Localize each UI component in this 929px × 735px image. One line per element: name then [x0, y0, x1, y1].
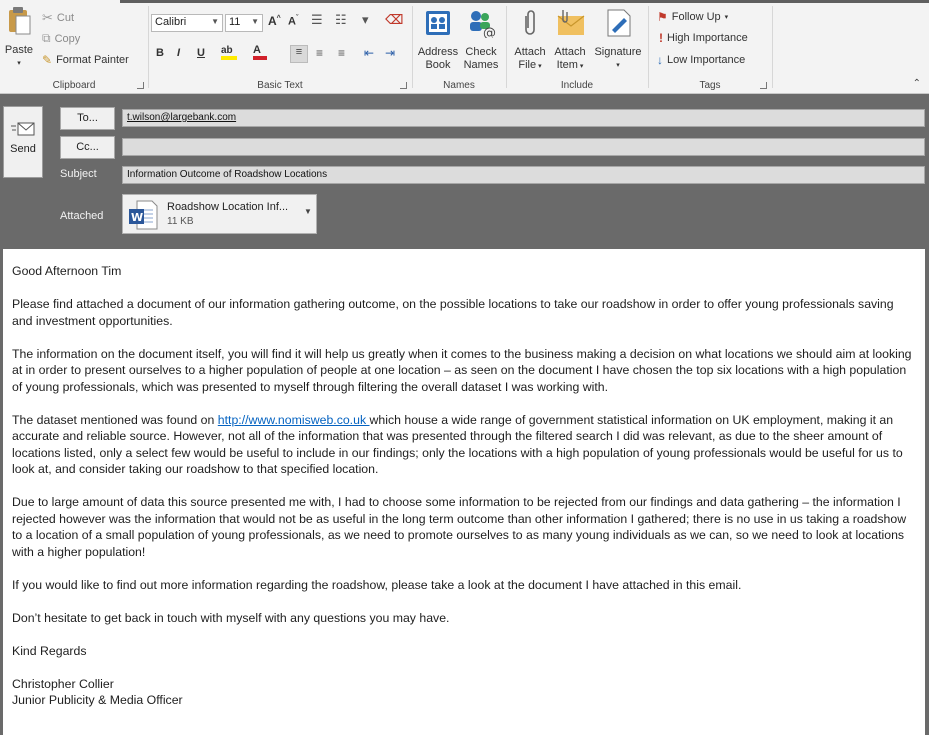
subject-label: Subject — [60, 168, 97, 180]
clear-formatting-icon[interactable]: ⌫ — [385, 12, 404, 27]
shrink-font-icon[interactable]: $A^ˇ$ — [288, 15, 299, 28]
chevron-down-icon: ▾ — [724, 14, 729, 21]
check-names-icon — [466, 8, 496, 38]
names-group-label: Names — [443, 80, 475, 91]
divider — [772, 6, 773, 88]
body-paragraph: If you would like to find out more information regarding the roadshow, please take a look at the document I have attached in this email. — [12, 577, 742, 592]
paperclip-icon — [520, 8, 540, 38]
clipboard-icon — [6, 6, 32, 36]
exclamation-icon: ! — [659, 31, 663, 45]
send-label: Send — [10, 143, 36, 155]
attach-item-button[interactable] — [550, 8, 590, 73]
address-book-button[interactable] — [417, 8, 459, 72]
tags-group — [649, 0, 771, 94]
bold-button[interactable]: B — [156, 47, 164, 59]
align-left-icon[interactable]: ≡ — [290, 45, 308, 63]
follow-up-label: Follow Up — [671, 11, 721, 23]
decrease-indent-icon[interactable]: ⇤ — [364, 46, 375, 60]
scissors-icon: ✂ — [42, 10, 53, 25]
bullets-icon[interactable]: ☰ — [311, 12, 323, 27]
italic-button[interactable]: I — [177, 47, 181, 59]
envelope-paperclip-icon — [555, 8, 585, 38]
signature-name: Christopher Collier — [12, 676, 114, 691]
font-color-swatch — [253, 56, 267, 60]
send-envelope-icon — [10, 121, 36, 137]
paintbrush-icon: ✎ — [42, 53, 53, 67]
send-button[interactable] — [3, 106, 43, 178]
highlight-color-swatch — [221, 56, 237, 60]
signature-button[interactable] — [592, 8, 644, 72]
svg-text:@: @ — [483, 26, 496, 38]
closing: Kind Regards — [12, 643, 87, 658]
clipboard-group-label: Clipboard — [52, 80, 96, 91]
low-importance-button[interactable] — [657, 53, 745, 67]
basic-text-group-label: Basic Text — [257, 80, 303, 91]
format-painter-label: Format Painter — [56, 54, 129, 66]
subject-field[interactable]: Information Outcome of Roadshow Locations — [122, 166, 925, 184]
chevron-down-icon: ▼ — [211, 17, 219, 26]
cc-button[interactable]: Cc... — [60, 136, 115, 159]
high-importance-button[interactable] — [659, 31, 748, 45]
check-names-button[interactable] — [461, 8, 501, 72]
attach-file-label-2: File ▾ — [518, 59, 542, 71]
signature-label: Signature — [594, 46, 642, 58]
low-importance-label: Low Importance — [667, 54, 746, 66]
basic-text-launcher-icon[interactable] — [400, 82, 407, 89]
tags-launcher-icon[interactable] — [760, 82, 767, 89]
attach-file-button[interactable] — [511, 8, 549, 73]
list-options-icon[interactable]: ▾ — [362, 12, 369, 27]
attachment-chip[interactable] — [122, 194, 317, 234]
chevron-down-icon[interactable]: ▼ — [304, 207, 312, 216]
paste-dropdown-icon[interactable]: ▾ — [17, 60, 21, 67]
body-paragraph: The information on the document itself, you will find it will help us greatly when it comes to the business making a decision on what locations we should aim at looking at in order to present ourselves to a higher population of people at one location – as seen on the document I have chosen the top six locations with a high population of young professionals, which was presented to myself through filtering the overall dataset I was working with. — [12, 346, 912, 394]
high-importance-label: High Importance — [667, 32, 748, 44]
names-group — [413, 0, 505, 94]
to-button[interactable]: To... — [60, 107, 115, 130]
svg-text:W: W — [131, 211, 144, 224]
grow-font-icon[interactable]: A^ — [268, 14, 281, 28]
flag-icon: ⚑ — [657, 10, 668, 24]
paragraph-text: The dataset mentioned was found on — [12, 412, 218, 427]
collapse-ribbon-icon[interactable]: ⌃ — [912, 78, 921, 89]
attachment-name: Roadshow Location Inf... — [167, 201, 289, 213]
check-names-label-1: Check — [465, 46, 497, 58]
paste-label: Paste — [4, 44, 34, 56]
paste-button[interactable] — [3, 6, 35, 70]
message-body[interactable] — [3, 249, 925, 735]
greeting: Good Afternoon Tim — [12, 264, 122, 278]
attach-file-label-1: Attach — [514, 46, 546, 58]
underline-button[interactable]: U — [197, 47, 205, 59]
format-painter-button[interactable] — [42, 53, 129, 67]
include-group — [507, 0, 647, 94]
tags-group-label: Tags — [699, 80, 721, 91]
align-right-icon[interactable]: ≡ — [338, 46, 346, 60]
down-arrow-icon: ↓ — [657, 53, 663, 67]
signature-title: Junior Publicity & Media Officer — [12, 693, 183, 707]
include-group-label: Include — [560, 80, 594, 91]
body-paragraph: Don’t hesitate to get back in touch with myself with any questions you may have. — [12, 610, 450, 625]
font-name-combo[interactable] — [151, 14, 223, 32]
font-size-value: 11 — [229, 16, 241, 28]
copy-label: Copy — [54, 32, 81, 45]
clipboard-launcher-icon[interactable] — [137, 82, 144, 89]
to-field[interactable] — [122, 109, 925, 127]
highlighter-icon: ab — [221, 45, 233, 56]
font-color-button[interactable] — [253, 44, 267, 60]
body-paragraph: Please find attached a document of our information gathering outcome, on the possible locations to take our roadshow in order to offer young professionals saving and investment opportunities. — [12, 297, 894, 328]
align-center-icon[interactable]: ≡ — [316, 46, 324, 60]
font-name-value: Calibri — [155, 16, 187, 28]
ribbon — [0, 0, 929, 94]
paragraph-text: which house a wide range of government statistical information on UK employment, making it an accurate and reliable source. However, not all of the information that was presented through the filtered search I did was relevant, as due to the sheer amount of locations listed, only a select few would be useful to include in our findings; only the locations with a high population of young professionals would be useful for us to look at, and consider taking our roadshow to that specified location. — [12, 412, 903, 476]
basic-text-group — [149, 0, 411, 94]
attached-label: Attached — [60, 210, 104, 222]
address-book-icon — [424, 8, 452, 38]
nomisweb-link[interactable]: http://www.nomisweb.co.uk — [217, 412, 370, 427]
signature-icon — [604, 8, 632, 38]
copy-icon: ⧉ — [42, 31, 51, 45]
clipboard-group — [0, 0, 148, 94]
cut-button[interactable] — [42, 10, 74, 26]
body-paragraph — [12, 412, 916, 478]
body-paragraph: Due to large amount of data this source presented me with, I had to choose some information to be rejected from our findings and data gathering – the information I rejected however was the information that would not be as useful in the long term outcome than other information I gathered; there is no use in us taking a roadshow to a location of a small population of young professionals, as we need to promote ourselves to as many young individuals as we can, so we need to look at locations with a higher population! — [12, 495, 907, 559]
copy-button[interactable] — [42, 31, 80, 46]
cut-label: Cut — [56, 12, 75, 24]
attach-item-label-2: Item ▾ — [556, 59, 584, 71]
font-color-icon: A — [253, 44, 261, 56]
check-names-label-2: Names — [463, 59, 499, 71]
follow-up-button[interactable] — [657, 10, 728, 24]
word-document-icon — [128, 200, 158, 230]
cc-field[interactable] — [122, 138, 925, 156]
numbering-icon[interactable]: ☷ — [335, 12, 347, 27]
increase-indent-icon[interactable]: ⇥ — [385, 46, 396, 60]
attachment-size: 11 KB — [167, 216, 194, 227]
font-size-combo[interactable] — [225, 14, 263, 32]
highlight-button[interactable] — [221, 44, 237, 60]
address-book-label-2: Book — [425, 59, 451, 71]
chevron-down-icon: ▼ — [251, 17, 259, 26]
to-recipient[interactable]: t.wilson@largebank.com — [127, 112, 237, 123]
signature-dropdown-icon[interactable]: ▾ — [616, 62, 620, 69]
address-book-label-1: Address — [417, 46, 459, 58]
attach-item-label-1: Attach — [554, 46, 586, 58]
